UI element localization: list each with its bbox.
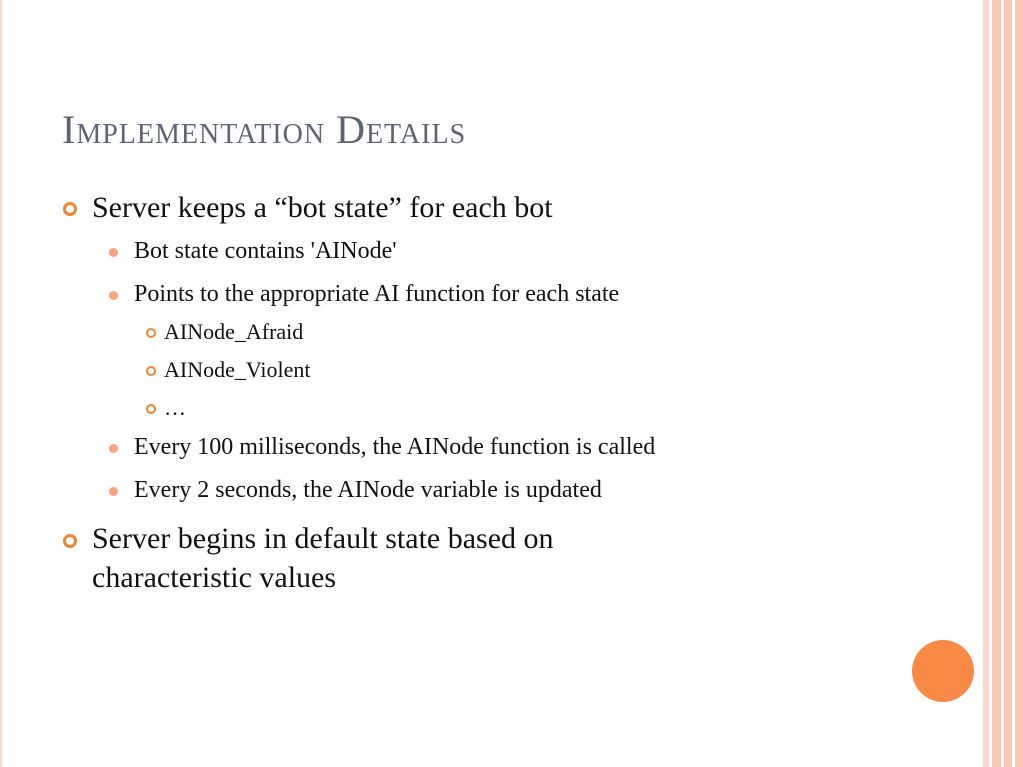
slide-title: Implementation Details [62, 107, 467, 152]
bullet-level2: Points to the appropriate AI function for each state [134, 281, 620, 307]
bullet-ring-icon [146, 404, 156, 414]
bullet-dot-icon [109, 444, 118, 453]
decorative-stripes [983, 0, 1023, 767]
bullet-dot-icon [109, 487, 118, 496]
bullet-level3: AINode_Violent [164, 357, 311, 382]
bullet-level1: Server begins in default state based on [92, 522, 554, 555]
bullet-ring-icon [63, 202, 77, 216]
bullet-level1: Server keeps a “bot state” for each bot [92, 191, 553, 224]
bullet-ring-icon [146, 328, 156, 338]
decorative-orb [912, 640, 974, 702]
bullet-level2: Bot state contains 'AINode' [134, 238, 397, 264]
bullet-ring-icon [146, 366, 156, 376]
bullet-dot-icon [109, 248, 118, 257]
bullet-level3: AINode_Afraid [164, 319, 304, 344]
bullet-level1-continuation: characteristic values [92, 561, 337, 594]
bullet-dot-icon [109, 291, 118, 300]
bullet-ring-icon [63, 534, 77, 548]
bullet-level2: Every 100 milliseconds, the AINode function is called [134, 434, 656, 460]
bullet-level2: Every 2 seconds, the AINode variable is updated [134, 477, 602, 503]
bullet-level3: … [164, 395, 186, 420]
